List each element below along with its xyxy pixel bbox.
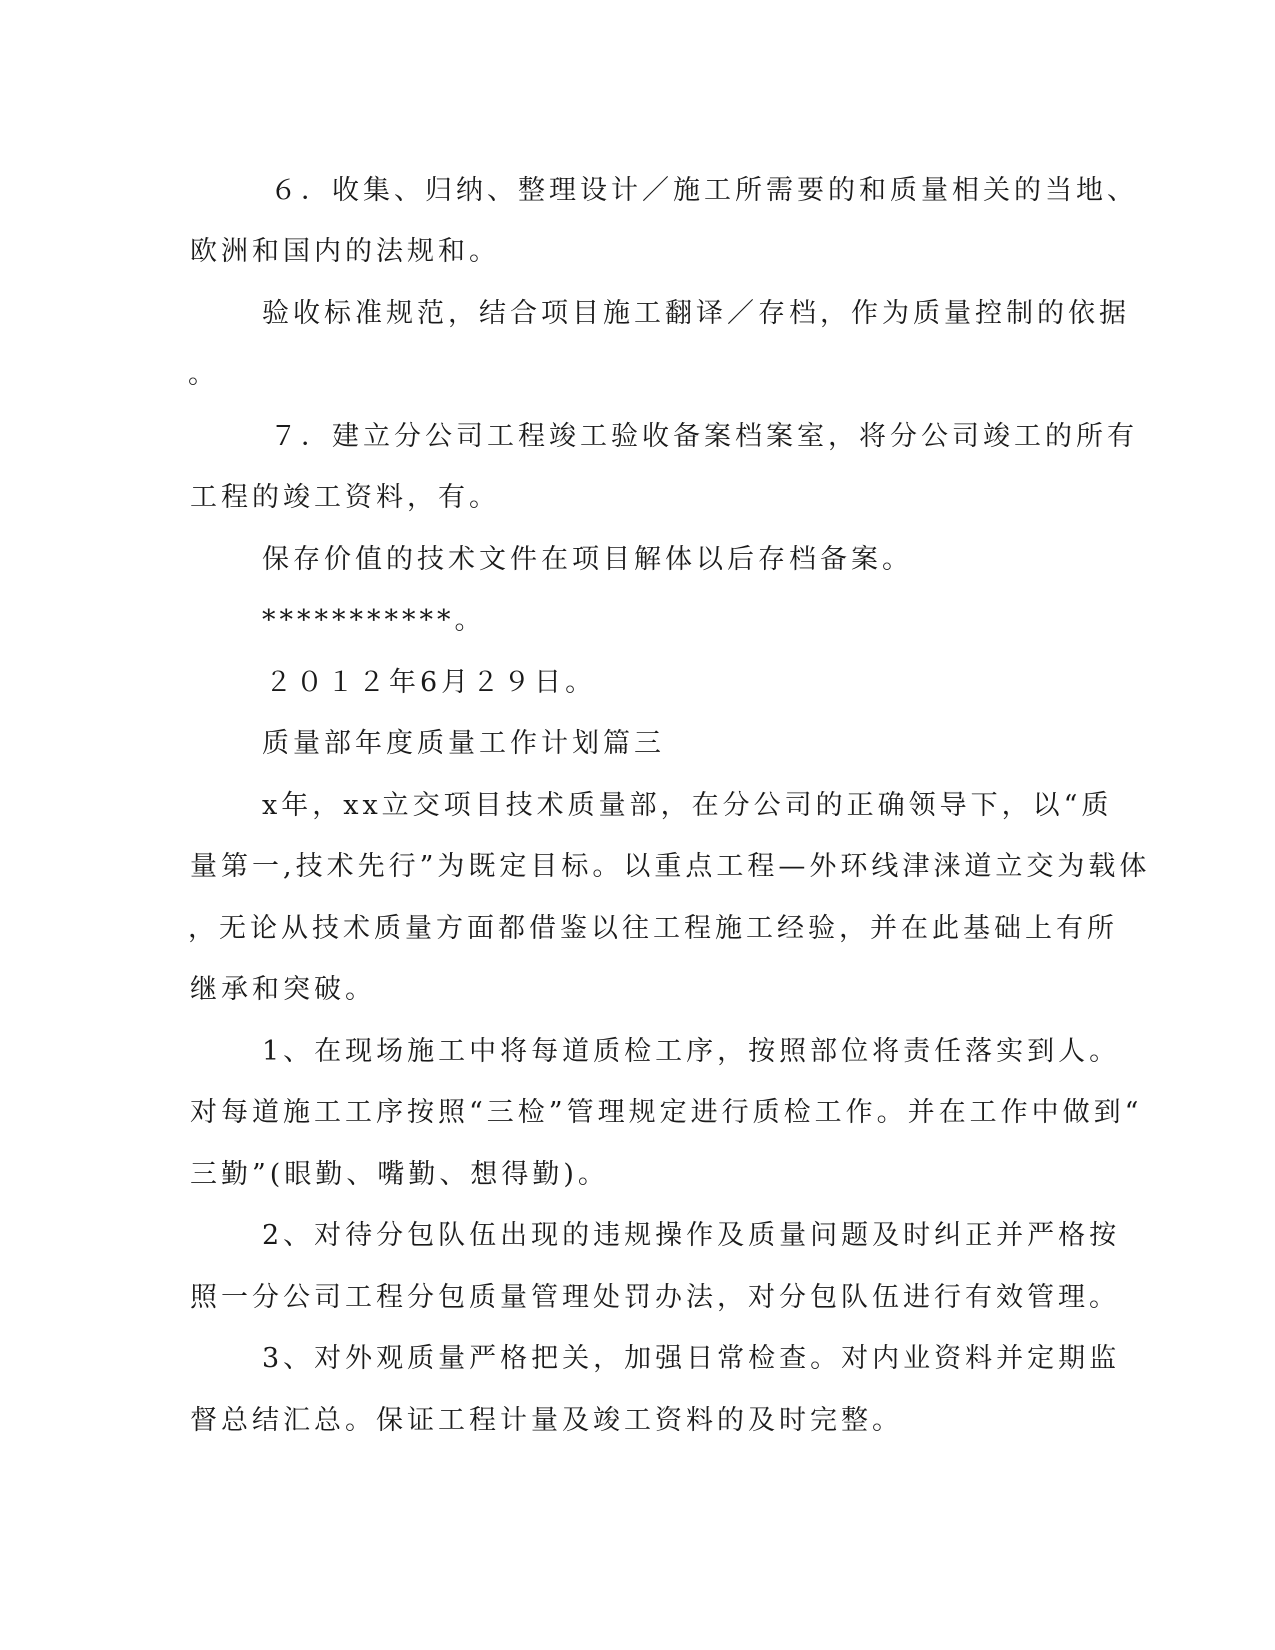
text-line: 1、在现场施工中将每道质检工序，按照部位将责任落实到人。: [262, 1036, 1121, 1067]
text-line: x年，xx立交项目技术质量部，在分公司的正确领导下，以“质: [262, 790, 1113, 821]
text-line: 3、对外观质量严格把关，加强日常检查。对内业资料并定期监: [262, 1343, 1121, 1374]
text-line: 保存价值的技术文件在项目解体以后存档备案。: [262, 544, 913, 575]
text-line: 2、对待分包队伍出现的违规操作及质量问题及时纠正并严格按: [262, 1220, 1121, 1251]
text-line: 量第一,技术先行”为既定目标。以重点工程—外环线津涞道立交为载体: [190, 851, 1151, 882]
text-line: 对每道施工工序按照“三检”管理规定进行质检工作。并在工作中做到“: [190, 1097, 1143, 1128]
text-line: ６．收集、归纳、整理设计／施工所需要的和质量相关的当地、: [270, 175, 1138, 206]
text-line: ***********。: [262, 605, 486, 636]
text-line: 欧洲和国内的法规和。: [190, 236, 500, 267]
text-line: 三勤”(眼勤、嘴勤、想得勤)。: [190, 1159, 609, 1190]
text-line: 。: [188, 359, 219, 390]
date-line: ２０１２年6月２９日。: [265, 667, 597, 698]
text-line: ，无论从技术质量方面都借鉴以往工程施工经验，并在此基础上有所: [188, 913, 1118, 944]
text-line: ７．建立分公司工程竣工验收备案档案室，将分公司竣工的所有: [270, 421, 1138, 452]
text-line: 督总结汇总。保证工程计量及竣工资料的及时完整。: [190, 1405, 903, 1436]
text-line: 验收标准规范，结合项目施工翻译／存档，作为质量控制的依据: [262, 298, 1130, 329]
text-line: 工程的竣工资料，有。: [190, 482, 500, 513]
text-line: 继承和突破。: [190, 974, 376, 1005]
section-heading: 质量部年度质量工作计划篇三: [262, 728, 665, 759]
text-line: 照一分公司工程分包质量管理处罚办法，对分包队伍进行有效管理。: [190, 1282, 1120, 1313]
